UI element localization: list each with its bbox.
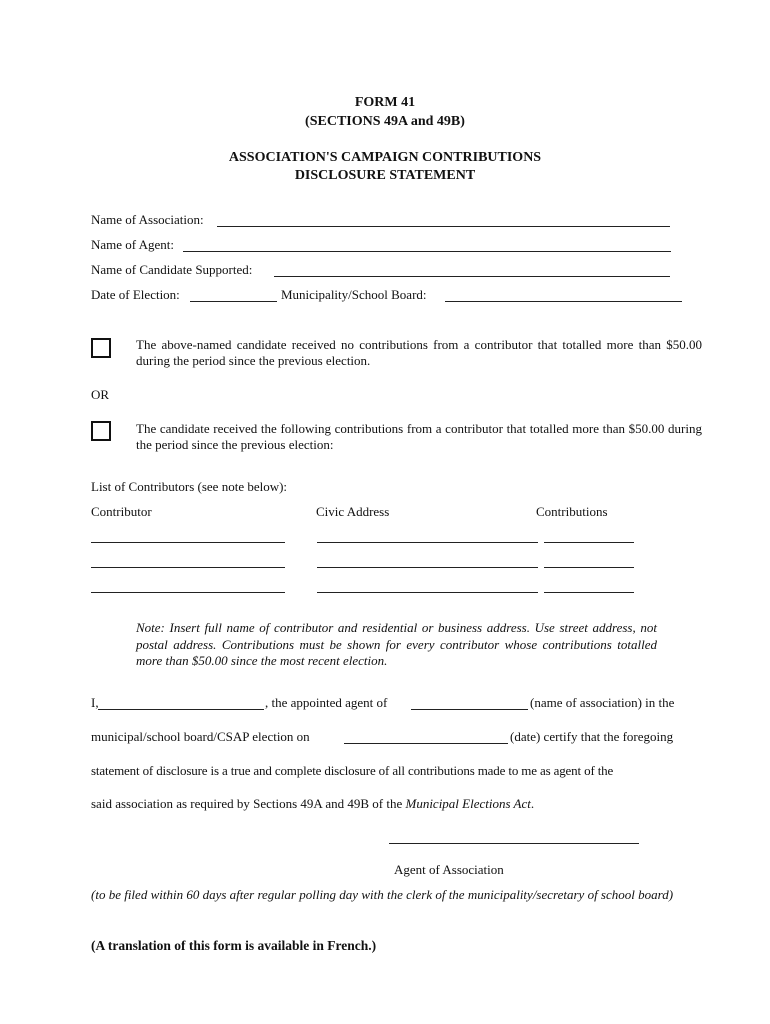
contributor-row-3-name[interactable]	[91, 592, 285, 593]
contributor-row-2-address[interactable]	[317, 567, 538, 568]
statement-line4-end: .	[530, 796, 535, 811]
agent-field-row	[91, 236, 174, 254]
municipality-label: Municipality/School Board:	[281, 287, 427, 302]
contributors-list-label: List of Contributors (see note below):	[91, 479, 288, 494]
statement-name-of-assoc: (name of association) in the	[530, 695, 675, 710]
candidate-input-line[interactable]	[274, 276, 670, 277]
signature-line[interactable]	[389, 843, 639, 844]
candidate-field-row	[91, 261, 252, 279]
date-field-row	[91, 286, 180, 304]
signature-label: Agent of Association	[394, 862, 504, 877]
date-label: Date of Election:	[91, 287, 180, 302]
date-input-line[interactable]	[190, 301, 277, 302]
statement-line3: statement of disclosure is a true and complete disclosure of all contributions made to me as agent of the	[91, 763, 614, 778]
col-address-header: Civic Address	[316, 504, 390, 519]
contributions-received-text: The candidate received the following contributions from a contributor that totalled more than $50.00 during the period since the previous election:	[136, 421, 702, 452]
agent-name-line[interactable]	[98, 709, 264, 710]
contributor-row-1-amount[interactable]	[544, 542, 634, 543]
form-sections: (SECTIONS 49A and 49B)	[305, 114, 465, 129]
candidate-label: Name of Candidate Supported:	[91, 262, 253, 277]
municipality-field-row	[281, 286, 427, 304]
contributor-row-2-name[interactable]	[91, 567, 285, 568]
association-input-line[interactable]	[217, 226, 670, 227]
translation-note: (A translation of this form is available in French.)	[91, 938, 377, 953]
form-title-line2: DISCLOSURE STATEMENT	[294, 168, 476, 183]
form-title-line1: ASSOCIATION'S CAMPAIGN CONTRIBUTIONS	[228, 150, 542, 165]
contributions-received-checkbox[interactable]	[91, 421, 111, 441]
statement-line2-start: municipal/school board/CSAP election on	[91, 729, 310, 744]
or-label: OR	[91, 387, 110, 402]
agent-label: Name of Agent:	[91, 237, 175, 252]
municipality-input-line[interactable]	[445, 301, 682, 302]
association-name-line[interactable]	[411, 709, 528, 710]
col-contributions-header: Contributions	[536, 504, 608, 519]
no-contributions-text: The above-named candidate received no contributions from a contributor that totalled more than $50.00 during the period since the previous election.	[136, 337, 702, 368]
election-date-line[interactable]	[344, 743, 508, 744]
form-number: FORM 41	[354, 95, 416, 110]
contributor-row-1-name[interactable]	[91, 542, 285, 543]
col-contributor-header: Contributor	[91, 504, 152, 519]
contributors-note: Note: Insert full name of contributor and residential or business address. Use street address, not postal address. Contributions must be shown for every contributor whose contributions totalled more than $50.00 since the most recent election.	[136, 620, 657, 668]
contributor-row-3-address[interactable]	[317, 592, 538, 593]
association-label: Name of Association:	[91, 212, 204, 227]
contributor-row-2-amount[interactable]	[544, 567, 634, 568]
statement-line4-start: said association as required by Sections 49A and 49B of the	[91, 796, 403, 811]
statement-line4	[91, 795, 534, 813]
association-field-row	[91, 211, 204, 229]
no-contributions-checkbox[interactable]	[91, 338, 111, 358]
filing-note: (to be filed within 60 days after regular polling day with the clerk of the municipality/secretary of school board)	[91, 887, 674, 902]
act-name: Municipal Elections Act	[405, 796, 531, 811]
contributor-row-1-address[interactable]	[317, 542, 538, 543]
statement-line2-end: (date) certify that the foregoing	[510, 729, 674, 744]
agent-input-line[interactable]	[183, 251, 671, 252]
contributor-row-3-amount[interactable]	[544, 592, 634, 593]
statement-agent-of: , the appointed agent of	[265, 695, 388, 710]
statement-i-label: I,	[91, 695, 99, 710]
